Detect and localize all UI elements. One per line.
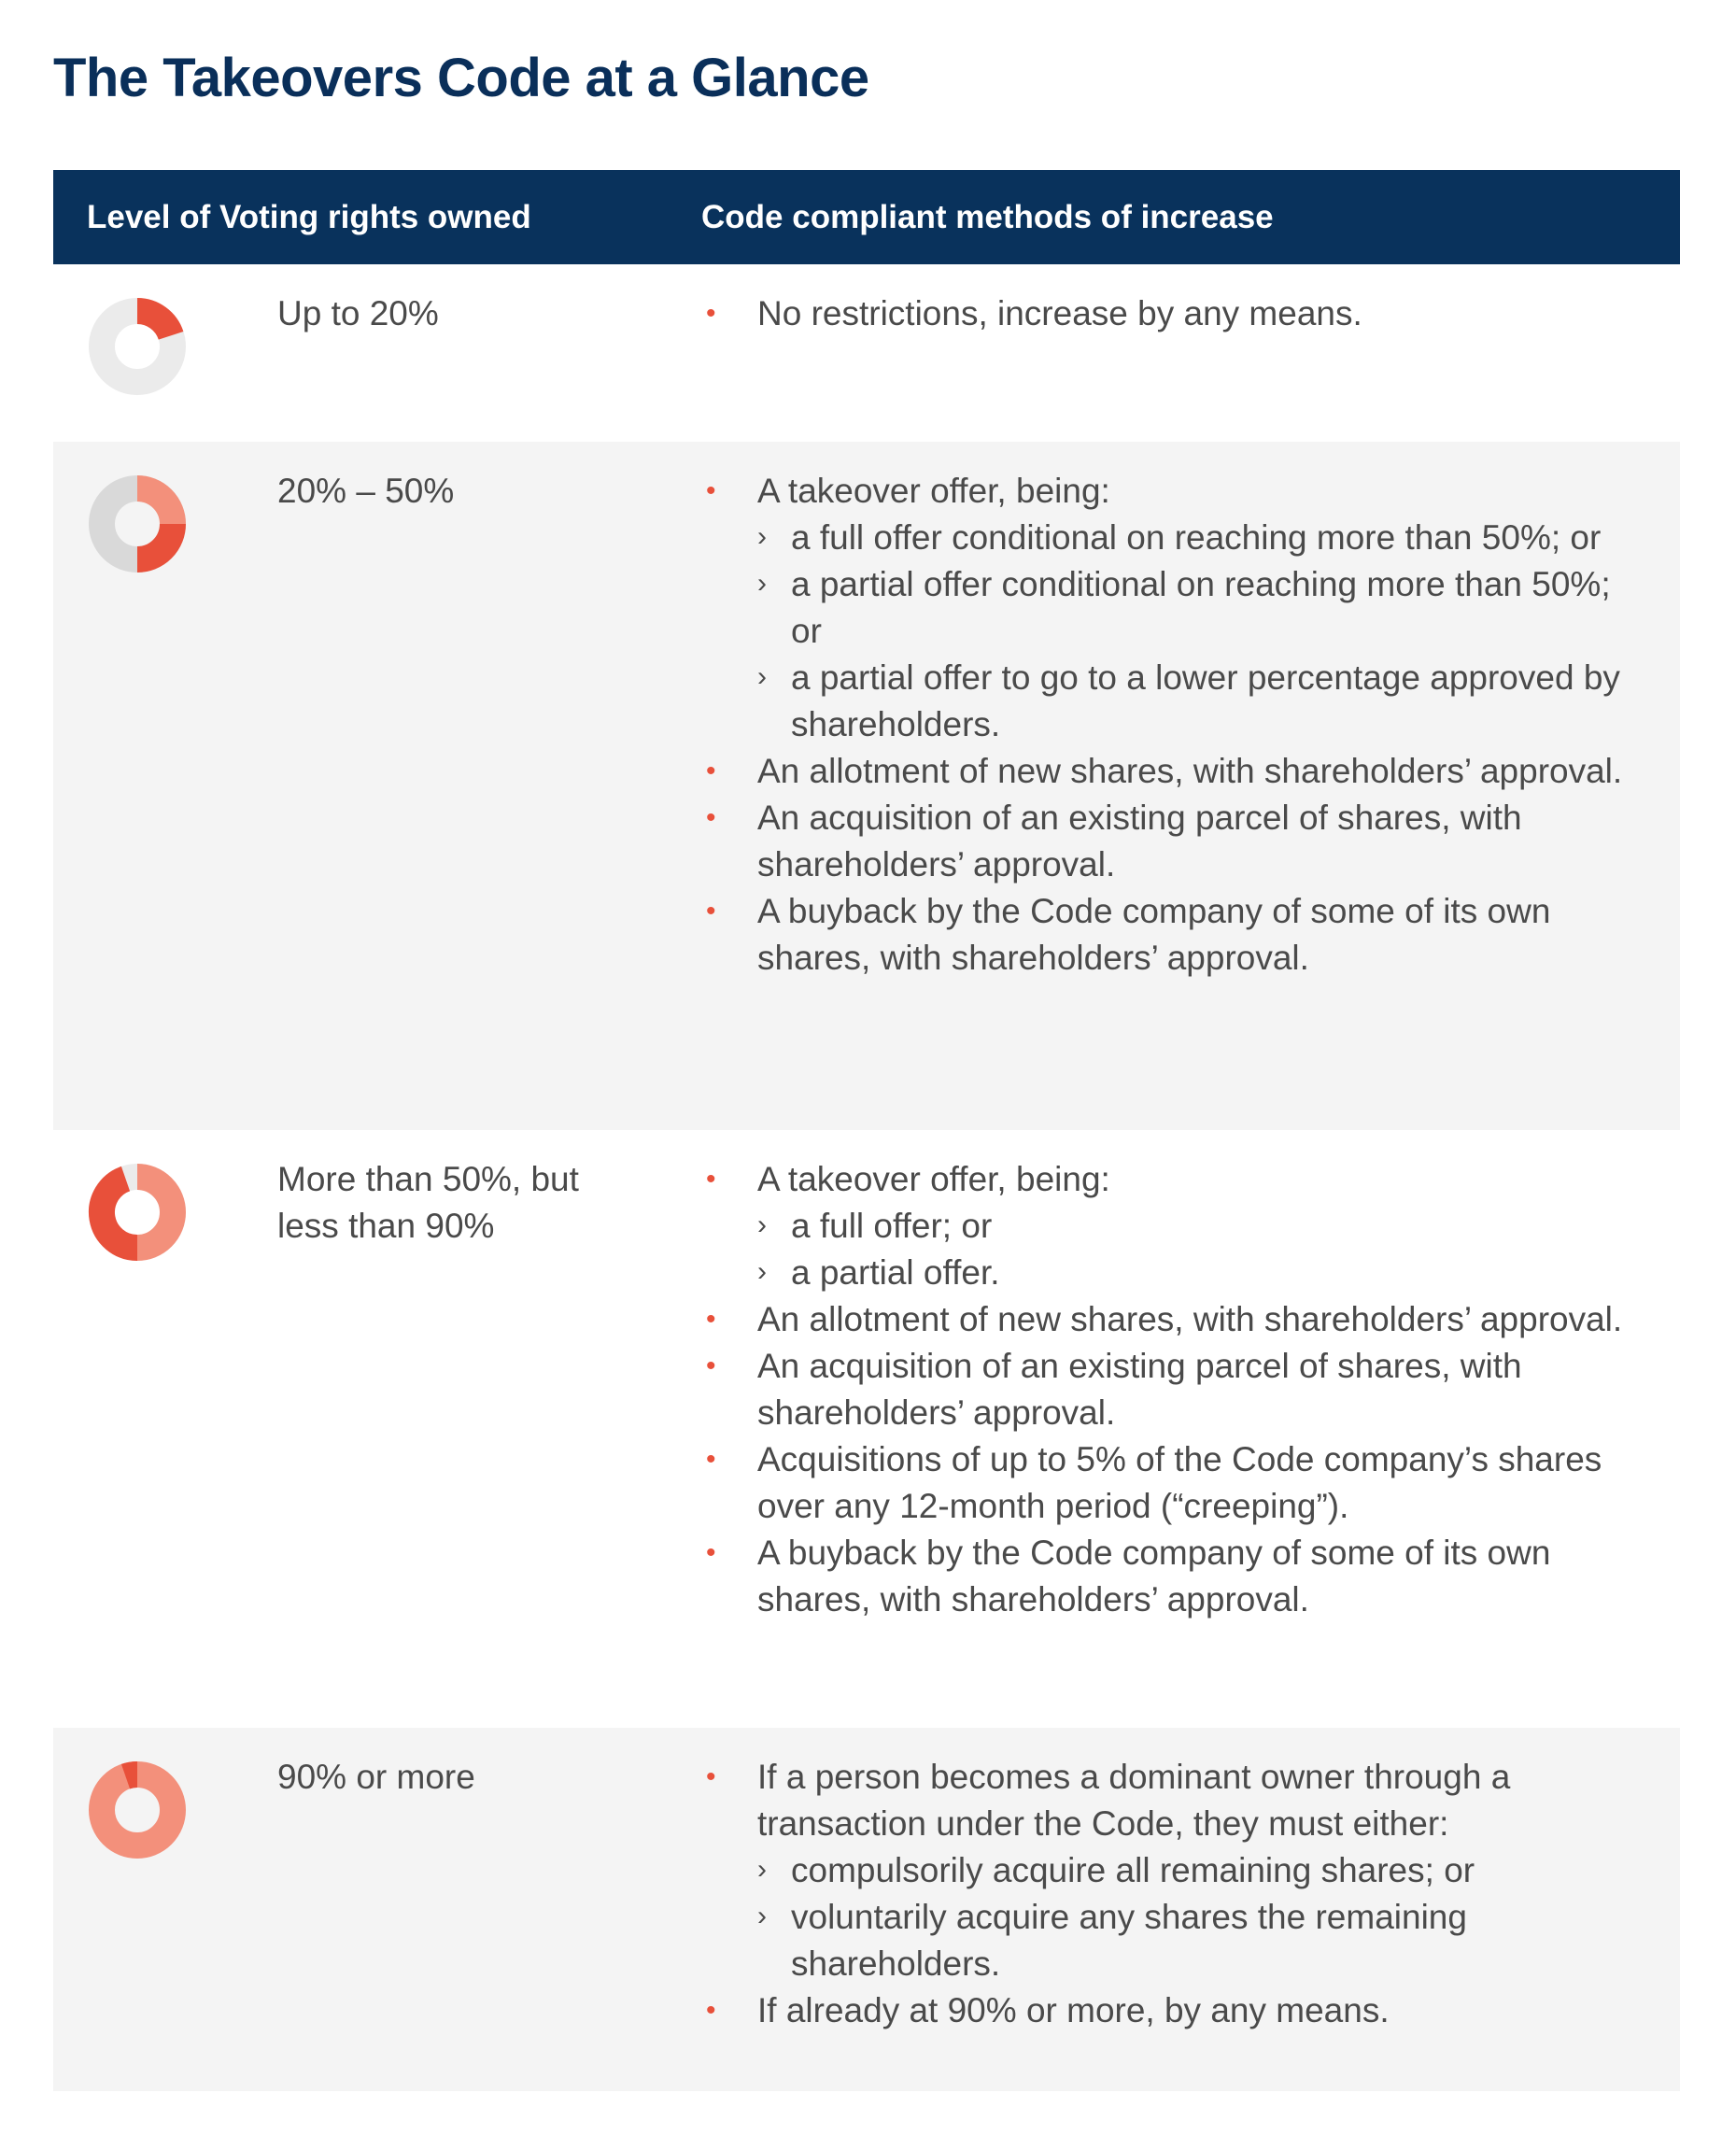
donut-chart-icon [85,472,190,576]
page-title: The Takeovers Code at a Glance [53,48,869,108]
bullet-icon: • [706,475,716,506]
bullet-icon: • [706,1164,716,1195]
sub-list [757,1847,1635,1987]
bullet-icon: • [706,896,716,926]
table-row [53,1130,1680,1728]
bullet-icon: • [706,298,716,329]
methods-list [701,1156,1635,1623]
list-item: • If already at 90% or more, by any means. [701,1987,1635,2034]
list-item: • An acquisition of an existing parcel of shares, with shareholders’ approval. [701,1343,1635,1436]
bullet-icon: • [706,756,716,786]
methods-list [701,290,1635,337]
methods-list [701,468,1635,982]
chevron-right-icon: › [757,1854,767,1885]
chevron-right-icon: › [757,661,767,692]
list-item: • An allotment of new shares, with shareholders’ approval. [701,748,1635,795]
chevron-right-icon: › [757,1209,767,1240]
voting-level-label: 20% – 50% [277,472,455,510]
table-row [53,442,1680,1130]
bullet-icon: • [706,1537,716,1568]
list-item: • A buyback by the Code company of some of its own shares, with shareholders’ approval. [701,1530,1635,1623]
voting-level-label: Up to 20% [277,294,439,332]
sub-list-item: › a partial offer to go to a lower percentage approved by shareholders. [757,655,1635,748]
bullet-icon: • [706,1995,716,2026]
list-item: • Acquisitions of up to 5% of the Code company’s shares over any 12-month period (“creeping”). [701,1436,1635,1530]
list-item: • If a person becomes a dominant owner through a transaction under the Code, they must either: › compulsorily acquire all remaining shares; or › voluntarily acquire any shares the remaining shareholders. [701,1754,1635,1987]
voting-level-label: 90% or more [277,1758,475,1796]
sub-list-item: › a full offer conditional on reaching more than 50%; or [757,515,1635,561]
bullet-icon: • [706,1761,716,1792]
bullet-icon: • [706,1444,716,1475]
donut-chart-icon [85,1160,190,1265]
table-row [53,264,1680,442]
list-item: • An allotment of new shares, with shareholders’ approval. [701,1296,1635,1343]
list-item: • An acquisition of an existing parcel of shares, with shareholders’ approval. [701,795,1635,888]
header-methods: Code compliant methods of increase [701,199,1274,235]
list-item: • No restrictions, increase by any means. [701,290,1635,337]
sub-list-item: › a partial offer. [757,1250,1635,1296]
sub-list [757,1203,1635,1296]
bullet-icon: • [706,1350,716,1381]
donut-chart-icon [85,294,190,399]
donut-chart-icon [85,1758,190,1862]
chevron-right-icon: › [757,1256,767,1287]
table-header [53,170,1680,264]
list-item: • A takeover offer, being: › a full offer conditional on reaching more than 50%; or › a partial offer conditional on reaching more than 50%; or › a partial offer to go to a lower percentage approved by shareholders. [701,468,1635,748]
sub-list-item: › compulsorily acquire all remaining shares; or [757,1847,1635,1894]
bullet-icon: • [706,1304,716,1335]
table-row [53,1728,1680,2091]
bullet-icon: • [706,802,716,833]
header-voting-rights: Level of Voting rights owned [87,199,531,235]
sub-list-item: › a full offer; or [757,1203,1635,1250]
list-item: • A buyback by the Code company of some of its own shares, with shareholders’ approval. [701,888,1635,982]
methods-list [701,1754,1635,2034]
sub-list-item: › voluntarily acquire any shares the remaining shareholders. [757,1894,1635,1987]
takeovers-code-table [53,170,1680,2091]
sub-list [757,515,1635,748]
sub-list-item: › a partial offer conditional on reaching more than 50%; or [757,561,1635,655]
chevron-right-icon: › [757,1901,767,1931]
list-item: • A takeover offer, being: › a full offer; or › a partial offer. [701,1156,1635,1296]
voting-level-label: More than 50%, but less than 90% [277,1160,579,1245]
chevron-right-icon: › [757,521,767,552]
chevron-right-icon: › [757,568,767,599]
